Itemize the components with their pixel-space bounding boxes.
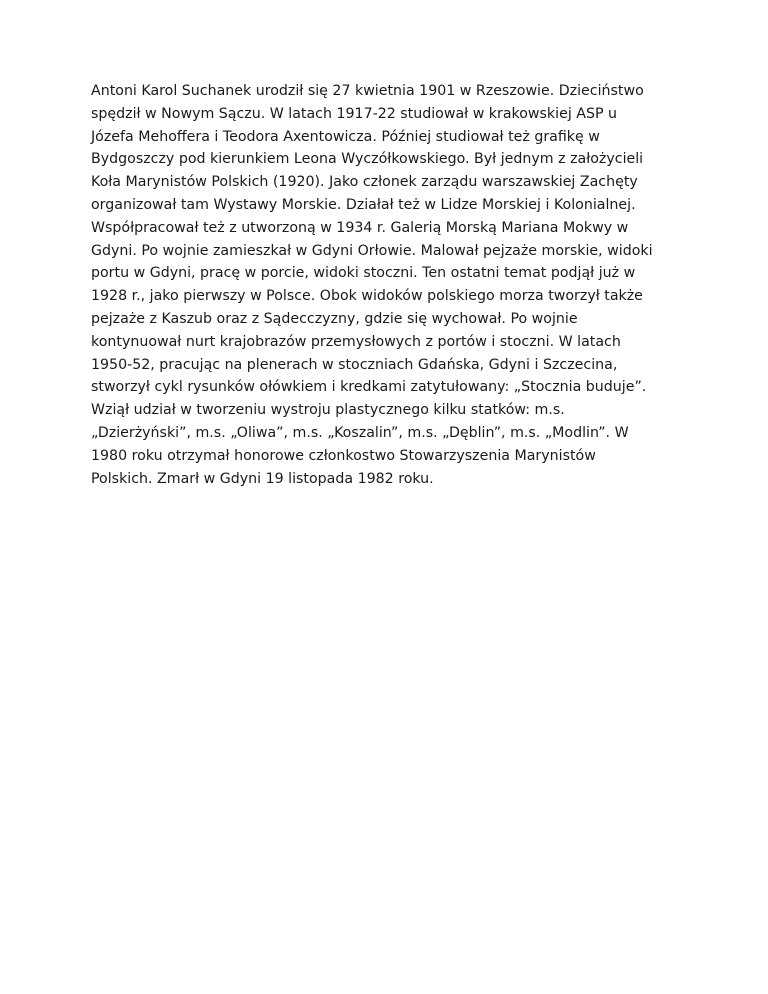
text-line: Antoni Karol Suchanek urodził się 27 kwietnia 1901 w Rzeszowie. Dzieciństwo [91, 83, 644, 99]
text-line: „Dzierżyński”, m.s. „Oliwa”, m.s. „Koszalin”, m.s. „Dęblin”, m.s. „Modlin”. W [91, 424, 629, 441]
biography-paragraph [91, 80, 691, 490]
text-line: kontynuował nurt krajobrazów przemysłowych z portów i stoczni. W latach [91, 333, 621, 350]
text-line: Józefa Mehoffera i Teodora Axentowicza. Później studiował też grafikę w [91, 128, 600, 145]
text-line: Gdyni. Po wojnie zamieszkał w Gdyni Orłowie. Malował pejzaże morskie, widoki [91, 242, 653, 259]
text-line: Współpracował też z utworzoną w 1934 r. Galerią Morską Mariana Mokwy w [91, 219, 629, 236]
text-line: stworzył cykl rysunków ołówkiem i kredkami zatytułowany: „Stocznia buduje”. [91, 379, 647, 396]
text-line: Polskich. Zmarł w Gdyni 19 listopada 1982 roku. [91, 470, 434, 487]
text-line: 1980 roku otrzymał honorowe członkostwo Stowarzyszenia Marynistów [91, 447, 596, 464]
text-line: Koła Marynistów Polskich (1920). Jako członek zarządu warszawskiej Zachęty [91, 174, 638, 191]
text-line: pejzaże z Kaszub oraz z Sądecczyzny, gdzie się wychował. Po wojnie [91, 310, 578, 327]
text-line: 1950-52, pracując na plenerach w stoczniach Gdańska, Gdyni i Szczecina, [91, 356, 618, 373]
text-line: Wziął udział w tworzeniu wystroju plastycznego kilku statków: m.s. [91, 402, 565, 419]
text-line: organizował tam Wystawy Morskie. Działał też w Lidze Morskiej i Kolonialnej. [91, 196, 636, 213]
text-line: 1928 r., jako pierwszy w Polsce. Obok widoków polskiego morza tworzył także [91, 288, 643, 305]
text-line: Bydgoszczy pod kierunkiem Leona Wyczółkowskiego. Był jednym z założycieli [91, 151, 644, 168]
text-line: spędził w Nowym Sączu. W latach 1917-22 studiował w krakowskiej ASP u [91, 105, 618, 122]
text-line: portu w Gdyni, pracę w porcie, widoki stoczni. Ten ostatni temat podjął już w [91, 265, 636, 282]
